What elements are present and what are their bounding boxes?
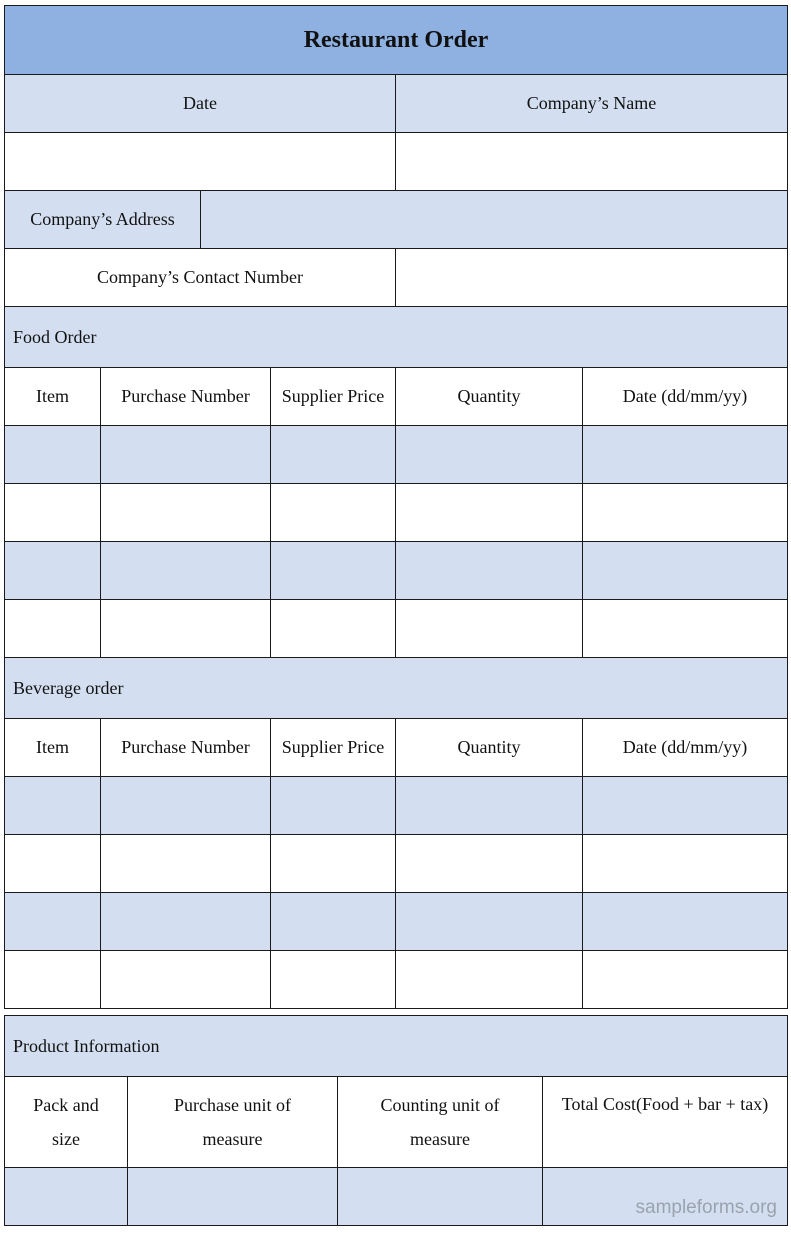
company-name-label: Company’s Name xyxy=(396,75,788,133)
beverage-cell[interactable] xyxy=(583,835,788,893)
beverage-cell[interactable] xyxy=(583,951,788,1009)
food-row xyxy=(5,542,788,600)
col-pack-and-size xyxy=(5,1077,128,1168)
col-purchase-unit-line1: Purchase unit of xyxy=(174,1095,291,1115)
food-cell[interactable] xyxy=(271,484,396,542)
food-col-supplier-price: Supplier Price xyxy=(271,368,396,426)
beverage-cell[interactable] xyxy=(583,777,788,835)
beverage-col-purchase-number: Purchase Number xyxy=(101,719,271,777)
beverage-row xyxy=(5,893,788,951)
food-cell[interactable] xyxy=(5,542,101,600)
company-name-field[interactable] xyxy=(396,133,788,191)
beverage-cell[interactable] xyxy=(101,893,271,951)
beverage-cell[interactable] xyxy=(101,951,271,1009)
food-row xyxy=(5,484,788,542)
beverage-col-supplier-price: Supplier Price xyxy=(271,719,396,777)
food-cell[interactable] xyxy=(583,600,788,658)
food-cell[interactable] xyxy=(396,600,583,658)
food-cell[interactable] xyxy=(583,542,788,600)
beverage-cell[interactable] xyxy=(271,951,396,1009)
product-cell[interactable] xyxy=(128,1168,338,1226)
beverage-col-item: Item xyxy=(5,719,101,777)
food-cell[interactable] xyxy=(583,426,788,484)
beverage-cell[interactable] xyxy=(396,777,583,835)
company-contact-label: Company’s Contact Number xyxy=(5,249,396,307)
product-information-table xyxy=(4,1015,788,1226)
watermark-text: sampleforms.org xyxy=(635,1197,777,1218)
date-label: Date xyxy=(5,75,396,133)
beverage-row xyxy=(5,777,788,835)
beverage-cell[interactable] xyxy=(5,893,101,951)
date-field[interactable] xyxy=(5,133,396,191)
col-total-cost-line1: Total Cost(Food + bar + tax) xyxy=(561,1094,769,1114)
beverage-order-section: Beverage order xyxy=(5,658,788,719)
form-title: Restaurant Order xyxy=(5,6,788,75)
beverage-cell[interactable] xyxy=(583,893,788,951)
food-col-date: Date (dd/mm/yy) xyxy=(583,368,788,426)
food-cell[interactable] xyxy=(271,426,396,484)
food-cell[interactable] xyxy=(101,484,271,542)
beverage-col-quantity: Quantity xyxy=(396,719,583,777)
food-cell[interactable] xyxy=(396,484,583,542)
product-cell[interactable] xyxy=(5,1168,128,1226)
food-cell[interactable] xyxy=(396,542,583,600)
food-col-item: Item xyxy=(5,368,101,426)
food-cell[interactable] xyxy=(5,484,101,542)
col-total-cost xyxy=(543,1077,788,1168)
company-address-field[interactable] xyxy=(201,191,788,249)
food-cell[interactable] xyxy=(101,542,271,600)
col-purchase-unit xyxy=(128,1077,338,1168)
food-col-quantity: Quantity xyxy=(396,368,583,426)
company-contact-field[interactable] xyxy=(396,249,788,307)
beverage-row xyxy=(5,951,788,1009)
beverage-cell[interactable] xyxy=(271,835,396,893)
beverage-cell[interactable] xyxy=(101,835,271,893)
food-order-section: Food Order xyxy=(5,307,788,368)
col-pack-and-size-line1: Pack and xyxy=(33,1095,99,1115)
food-cell[interactable] xyxy=(101,600,271,658)
food-row xyxy=(5,426,788,484)
food-cell[interactable] xyxy=(396,426,583,484)
food-row xyxy=(5,600,788,658)
company-address-label: Company’s Address xyxy=(5,191,201,249)
beverage-cell[interactable] xyxy=(101,777,271,835)
product-information-section: Product Information xyxy=(5,1016,788,1077)
beverage-cell[interactable] xyxy=(396,835,583,893)
food-cell[interactable] xyxy=(5,600,101,658)
col-counting-unit xyxy=(338,1077,543,1168)
col-purchase-unit-line2: measure xyxy=(202,1129,263,1149)
beverage-cell[interactable] xyxy=(271,777,396,835)
beverage-cell[interactable] xyxy=(5,951,101,1009)
beverage-col-date: Date (dd/mm/yy) xyxy=(583,719,788,777)
food-cell[interactable] xyxy=(101,426,271,484)
col-pack-and-size-line2: size xyxy=(52,1129,80,1149)
food-cell[interactable] xyxy=(583,484,788,542)
beverage-row xyxy=(5,835,788,893)
product-cell[interactable] xyxy=(338,1168,543,1226)
col-counting-unit-line1: Counting unit of xyxy=(380,1095,500,1115)
restaurant-order-form xyxy=(4,5,788,1009)
col-counting-unit-line2: measure xyxy=(410,1129,470,1149)
food-cell[interactable] xyxy=(271,600,396,658)
food-cell[interactable] xyxy=(271,542,396,600)
beverage-cell[interactable] xyxy=(396,893,583,951)
beverage-cell[interactable] xyxy=(396,951,583,1009)
food-cell[interactable] xyxy=(5,426,101,484)
food-col-purchase-number: Purchase Number xyxy=(101,368,271,426)
beverage-cell[interactable] xyxy=(271,893,396,951)
beverage-cell[interactable] xyxy=(5,835,101,893)
beverage-cell[interactable] xyxy=(5,777,101,835)
